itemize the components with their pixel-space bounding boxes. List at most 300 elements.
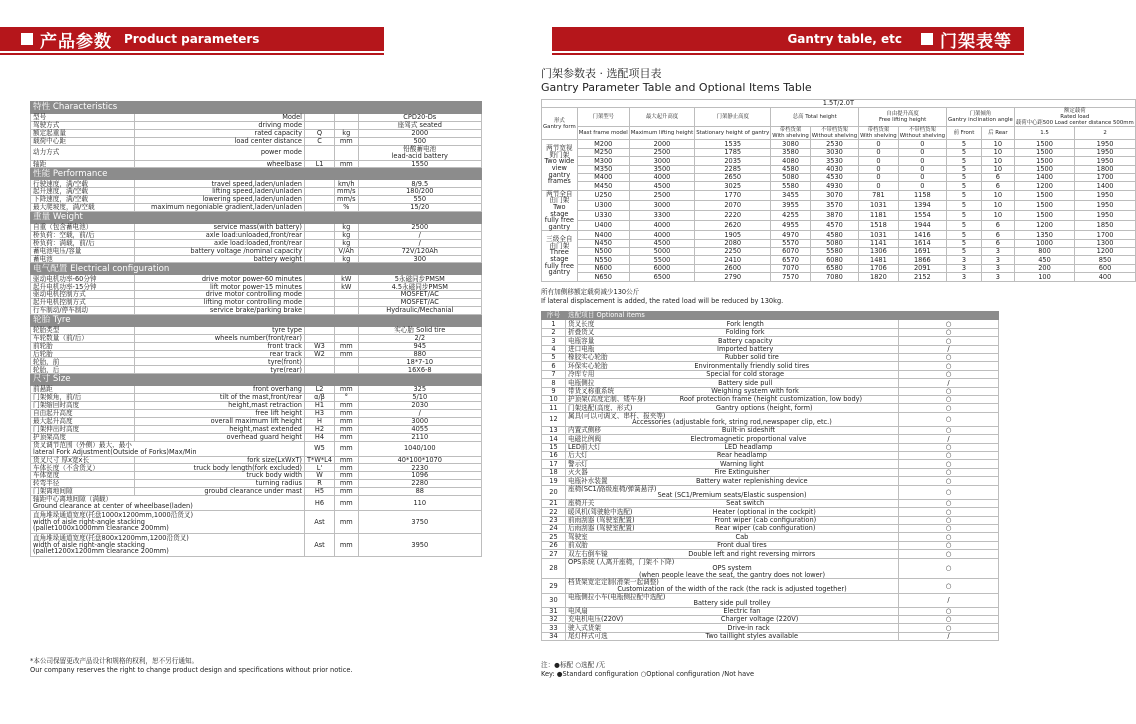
spec-value: 3750 — [358, 510, 481, 533]
option-no: 8 — [542, 379, 566, 387]
option-value: ○ — [899, 468, 999, 476]
spec-value: 1550 — [358, 160, 481, 168]
gantry-cell: M300 — [577, 157, 629, 165]
gantry-cell: 7070 — [771, 264, 811, 272]
spec-label-en: battery weight — [135, 255, 305, 263]
gantry-row — [542, 248, 1136, 256]
gantry-cell: 200 — [1014, 264, 1075, 272]
option-line — [568, 517, 896, 524]
gantry-cell: 2620 — [695, 221, 771, 231]
spec-label-en: lift motor power-15 minutes — [135, 283, 305, 291]
option-no: 1 — [542, 320, 566, 328]
spec-symbol — [305, 145, 335, 160]
gantry-form: 两节全自由门架 Two stage fully free gantry — [542, 190, 578, 231]
gantry-cell: 0 — [898, 140, 946, 148]
option-line — [568, 608, 896, 615]
gantry-cell: 1000 — [1014, 239, 1075, 247]
spec-label-en: lifting speed,laden/unladen — [135, 188, 305, 196]
option-row — [542, 550, 999, 558]
spec-label: 轴距中心离地间隙（满载） Ground clearance at center of wheelbase(laden) — [31, 495, 305, 510]
gantry-cell: 4570 — [810, 221, 858, 231]
gantry-cell: 2250 — [695, 248, 771, 256]
gantry-cell: 5 — [947, 231, 982, 239]
right-title-en: Gantry Parameter Table and Optional Items Table — [541, 81, 812, 94]
spec-symbol: R — [305, 480, 335, 488]
option-no: 28 — [542, 558, 566, 579]
options-note-zh: 注：●标配 ○选配 /无 — [541, 661, 606, 669]
gantry-cell: 3455 — [771, 190, 811, 200]
gantry-cell: 10 — [981, 190, 1014, 200]
spec-unit: mm — [335, 417, 359, 425]
gantry-cell: 5570 — [771, 239, 811, 247]
gantry-cell: 10 — [981, 200, 1014, 210]
option-line — [568, 329, 896, 336]
spec-symbol: W3 — [305, 342, 335, 350]
option-line — [568, 388, 896, 395]
spec-symbol: L' — [305, 464, 335, 472]
spec-label-en: turning radius — [135, 480, 305, 488]
option-no: 19 — [542, 477, 566, 485]
mast-model-header: 门架型号 — [577, 108, 629, 127]
option-zh: OPS系统 (人离开座椅，门架不下降) — [568, 557, 675, 566]
options-table — [541, 311, 999, 641]
gantry-cell: 4930 — [810, 182, 858, 190]
gantry-cell: 4970 — [771, 231, 811, 239]
option-zh: 货叉长度 — [568, 319, 595, 328]
option-en: Seat (SC1/Premium seats/Elastic suspension) — [657, 491, 807, 500]
option-desc — [566, 395, 899, 403]
spec-symbol — [305, 275, 335, 283]
spec-label-zh: 门架离地间隙 — [31, 488, 135, 496]
spec-label-en: overhead guard height — [135, 433, 305, 441]
gantry-row — [542, 239, 1136, 247]
option-row — [542, 443, 999, 451]
gantry-cell: M450 — [577, 182, 629, 190]
option-zh: 门架选配(高度、形式) — [568, 403, 633, 412]
gantry-cell: 6080 — [810, 256, 858, 264]
gantry-cell: 0 — [898, 182, 946, 190]
spec-symbol — [305, 291, 335, 299]
spec-symbol — [305, 196, 335, 204]
spec-symbol: H2 — [305, 425, 335, 433]
option-value: / — [899, 435, 999, 443]
spec-label-zh: 驾驶方式 — [31, 121, 135, 129]
gantry-cell: 1400 — [1014, 173, 1075, 181]
spec-label-zh: 最大爬坡度，满/空载 — [31, 204, 135, 212]
option-no: 32 — [542, 616, 566, 624]
section-header — [31, 263, 482, 275]
square-icon — [21, 33, 33, 45]
option-row — [542, 508, 999, 516]
option-no: 4 — [542, 345, 566, 353]
option-en: Battery side pull trolley — [693, 599, 771, 608]
gantry-cell: 1500 — [1014, 200, 1075, 210]
left-header-bar — [0, 27, 384, 51]
option-no: 26 — [542, 541, 566, 549]
option-desc — [566, 477, 899, 485]
gantry-cell: 4000 — [629, 221, 694, 231]
spec-unit — [335, 307, 359, 315]
option-line — [568, 625, 896, 632]
option-zh: 驶入式货架 — [568, 623, 601, 632]
option-desc — [566, 353, 899, 361]
option-en: LED headlamp — [724, 443, 773, 452]
spec-label-en: maximum negoniable gradient,laden/unladen — [135, 204, 305, 212]
gantry-cell: 1866 — [898, 256, 946, 264]
option-en: Battery water replenishing device — [695, 476, 808, 485]
option-no: 25 — [542, 533, 566, 541]
gantry-cell: 2790 — [695, 273, 771, 281]
option-zh: 护顶架(高度定制、矮车身) — [568, 395, 646, 404]
option-line — [568, 363, 896, 370]
gantry-cell: 0 — [898, 148, 946, 156]
spec-unit: kW — [335, 275, 359, 283]
option-zh: 属具(可以可调叉、串杆、报夹等) — [568, 411, 666, 420]
gantry-cell: 5 — [947, 239, 982, 247]
spec-label-zh: 门架缩回时高度 — [31, 402, 135, 410]
option-no: 24 — [542, 524, 566, 532]
gantry-cell: 3 — [947, 273, 982, 281]
gantry-cell: 4580 — [771, 165, 811, 173]
spec-row — [31, 247, 482, 255]
option-value: ○ — [899, 426, 999, 434]
gantry-cell: 1200 — [1014, 221, 1075, 231]
spec-unit: mm — [335, 510, 359, 533]
gantry-cell: 3 — [947, 264, 982, 272]
option-no: 10 — [542, 395, 566, 403]
option-row — [542, 353, 999, 361]
spec-unit: kg — [335, 231, 359, 239]
spec-symbol — [305, 204, 335, 212]
option-row — [542, 320, 999, 328]
option-row — [542, 624, 999, 632]
spec-symbol: H1 — [305, 402, 335, 410]
gantry-cell: 2285 — [695, 165, 771, 173]
option-row — [542, 328, 999, 336]
spec-row — [31, 495, 482, 510]
option-no: 29 — [542, 579, 566, 593]
section-title: 特性 Characteristics — [31, 102, 482, 114]
spec-value: 座驾式 seated — [358, 121, 481, 129]
gantry-cell: 1158 — [898, 190, 946, 200]
gantry-cell: 2530 — [810, 140, 858, 148]
option-zh: 前双胎 — [568, 541, 588, 550]
gantry-cell: 5 — [947, 165, 982, 173]
option-no: 6 — [542, 362, 566, 370]
option-line — [568, 354, 896, 361]
spec-symbol — [305, 188, 335, 196]
gantry-cell: 4030 — [810, 165, 858, 173]
gantry-cell: 1500 — [1014, 190, 1075, 200]
gantry-cell: 5 — [947, 248, 982, 256]
option-zh: 电瓶侧拉 — [568, 378, 595, 387]
gantry-cell: 10 — [981, 157, 1014, 165]
gantry-cell: 4580 — [810, 231, 858, 239]
spec-symbol: H5 — [305, 488, 335, 496]
option-desc — [566, 435, 899, 443]
gantry-cell: 1350 — [1014, 231, 1075, 239]
spec-label-en: rated capacity — [135, 129, 305, 137]
spec-value: 2/2 — [358, 334, 481, 342]
gantry-cell: 1306 — [859, 248, 899, 256]
option-zh: 后大灯 — [568, 451, 588, 460]
spec-label-zh: 转弯半径 — [31, 480, 135, 488]
option-value: / — [899, 593, 999, 607]
option-desc — [566, 443, 899, 451]
option-no: 22 — [542, 508, 566, 516]
gantry-row — [542, 140, 1136, 148]
option-row — [542, 452, 999, 460]
spec-label-zh: 额定起重量 — [31, 129, 135, 137]
option-value: ○ — [899, 387, 999, 395]
gantry-cell: 2000 — [629, 140, 694, 148]
gantry-row — [542, 182, 1136, 190]
gantry-cell: N500 — [577, 248, 629, 256]
option-row — [542, 558, 999, 579]
spec-value: MOSFET/AC — [358, 291, 481, 299]
spec-label-zh: 最大起升高度 — [31, 417, 135, 425]
gantry-subheader: Maximum lifting height — [629, 127, 694, 140]
gantry-cell: 5 — [947, 200, 982, 210]
option-value: / — [899, 345, 999, 353]
spec-row — [31, 433, 482, 441]
right-rule — [552, 53, 1024, 55]
right-header-en: Gantry table, etc — [787, 32, 902, 46]
spec-label-en: tyre type — [135, 326, 305, 334]
gantry-cell: 2500 — [629, 148, 694, 156]
gantry-cell: 6 — [981, 173, 1014, 181]
gantry-cell: 1770 — [695, 190, 771, 200]
option-no: 7 — [542, 370, 566, 378]
spec-symbol — [305, 231, 335, 239]
spec-table — [30, 101, 482, 557]
option-row — [542, 616, 999, 624]
options-header-row — [542, 312, 999, 320]
gantry-cell: 5 — [947, 211, 982, 221]
option-value: ○ — [899, 533, 999, 541]
option-value: ○ — [899, 524, 999, 532]
gantry-cell: 1905 — [695, 231, 771, 239]
form-header: 形式 Gantry form — [542, 108, 578, 140]
option-en: Warning light — [719, 459, 764, 468]
option-row — [542, 541, 999, 549]
gantry-header-row — [542, 108, 1136, 127]
option-row — [542, 404, 999, 412]
spec-value: 2110 — [358, 433, 481, 441]
spec-label-zh: 车体长度（不含货叉） — [31, 464, 135, 472]
gantry-cell: 1944 — [898, 221, 946, 231]
option-en: Built-in sideshift — [721, 426, 776, 435]
spec-label-en: truck body length(fork excluded) — [135, 464, 305, 472]
gantry-row — [542, 273, 1136, 281]
spec-unit: V/Ah — [335, 247, 359, 255]
option-zh: 电瓶补水装置 — [568, 476, 608, 485]
spec-row — [31, 510, 482, 533]
gantry-cell: 1141 — [859, 239, 899, 247]
option-line — [568, 444, 896, 451]
spec-label: 货叉调节范围（外侧）最大、最小 lateral Fork Adjustment(Outside of Forks)Max/Min — [31, 441, 305, 456]
gantry-subheader: 后 Rear — [981, 127, 1014, 140]
options-note — [541, 661, 754, 679]
option-desc — [566, 558, 899, 579]
option-no: 14 — [542, 435, 566, 443]
note-zh: *本公司保留更改产品设计和规格的权利，恕不另行通知。 — [30, 657, 199, 665]
option-en: Rubber solid tire — [724, 353, 779, 362]
gantry-cell: 4500 — [629, 182, 694, 190]
option-no: 27 — [542, 550, 566, 558]
option-zh: 灭火器 — [568, 468, 588, 477]
gantry-ton: 1.5T/2.0T — [542, 100, 1136, 108]
spec-row — [31, 307, 482, 315]
gantry-cell: 3955 — [771, 200, 811, 210]
option-no: 3 — [542, 337, 566, 345]
left-header-en: Product parameters — [124, 32, 260, 46]
gantry-cell: 1700 — [1075, 231, 1136, 239]
spec-label-en: drive motor power-60 minutes — [135, 275, 305, 283]
gantry-cell: 3 — [981, 273, 1014, 281]
option-desc — [566, 460, 899, 468]
spec-unit: mm — [335, 488, 359, 496]
option-desc — [566, 524, 899, 532]
gantry-cell: 3070 — [810, 190, 858, 200]
option-zh: 前雨刮器 (驾驶室配置) — [568, 515, 635, 524]
gantry-cell: 0 — [859, 182, 899, 190]
spec-value: 88 — [358, 488, 481, 496]
option-zh: 橡胶实心轮胎 — [568, 353, 608, 362]
spec-label-zh: 动力方式 — [31, 145, 135, 160]
option-desc — [566, 362, 899, 370]
spec-label-zh: 桥负荷：空载，前/后 — [31, 231, 135, 239]
gantry-cell: 0 — [898, 157, 946, 165]
spec-value: 4.5永磁同步PMSM — [358, 283, 481, 291]
spec-value: 500 — [358, 137, 481, 145]
gantry-cell: 6070 — [771, 248, 811, 256]
spec-unit: kg — [335, 239, 359, 247]
spec-unit: mm — [335, 472, 359, 480]
spec-unit: kg — [335, 255, 359, 263]
option-desc — [566, 624, 899, 632]
gantry-cell: 5500 — [629, 256, 694, 264]
gantry-cell: 2080 — [695, 239, 771, 247]
gantry-cell: 4500 — [629, 239, 694, 247]
spec-symbol — [305, 114, 335, 122]
gantry-cell: U300 — [577, 200, 629, 210]
option-zh: 驾驶室 — [568, 532, 588, 541]
spec-label-zh: 下降速度，满/空载 — [31, 196, 135, 204]
gantry-cell: U250 — [577, 190, 629, 200]
spec-label: 直角堆垛通道宽度(托盘800x1200mm,1200沿货叉) width of aisle right-angle stacking (pallet1200x1200mm clearance 200mm) — [31, 533, 305, 556]
option-value: ○ — [899, 541, 999, 549]
spec-value: Hydraulic/Mechanial — [358, 307, 481, 315]
option-en: Imported battery — [717, 344, 774, 353]
gantry-cell: 5580 — [771, 182, 811, 190]
option-no: 12 — [542, 412, 566, 426]
spec-label-zh: 起升电机控制方式 — [31, 299, 135, 307]
gantry-table — [541, 99, 1136, 282]
spec-row — [31, 204, 482, 212]
gantry-cell: 1950 — [1075, 157, 1136, 165]
option-value: / — [899, 379, 999, 387]
option-en: Front wiper (cab configuration) — [714, 515, 817, 524]
option-no: 21 — [542, 499, 566, 507]
spec-symbol — [305, 180, 335, 188]
gantry-cell: 3570 — [810, 200, 858, 210]
option-en: Folding fork — [725, 328, 765, 337]
spec-label-zh: 蓄电池电压/容量 — [31, 247, 135, 255]
gantry-cell: 1500 — [1014, 140, 1075, 148]
spec-label-en: service brake/parking brake — [135, 307, 305, 315]
spec-value: 3950 — [358, 533, 481, 556]
gantry-subheader: 2 — [1075, 127, 1136, 140]
gantry-cell: 5 — [947, 173, 982, 181]
right-title-zh: 门架参数表 · 选配项目表 — [541, 67, 662, 80]
spec-label-zh: 护顶架高度 — [31, 433, 135, 441]
option-value: ○ — [899, 412, 999, 426]
spec-value: CPD20-Ds — [358, 114, 481, 122]
option-line — [568, 509, 896, 516]
gantry-row — [542, 148, 1136, 156]
left-header-zh: 产品参数 — [40, 31, 112, 52]
spec-label-en: power mode — [135, 145, 305, 160]
spec-label-zh: 前轮胎 — [31, 342, 135, 350]
gantry-cell: 3 — [981, 248, 1014, 256]
spec-label-en: service mass(with battery) — [135, 224, 305, 232]
option-no: 2 — [542, 328, 566, 336]
spec-unit: kW — [335, 283, 359, 291]
spec-label-zh: 起升电机功率-15分钟 — [31, 283, 135, 291]
spec-value: 3000 — [358, 417, 481, 425]
option-value: ○ — [899, 404, 999, 412]
option-zh: LED前大灯 — [568, 443, 601, 452]
spec-label-zh: 行车制动/停车制动 — [31, 307, 135, 315]
section-title: 轮胎 Tyre — [31, 314, 482, 326]
free-lift-header: 自由提升高度 Free lifting height — [859, 108, 947, 127]
spec-value: 8/9.5 — [358, 180, 481, 188]
gantry-cell: 6 — [981, 239, 1014, 247]
option-zh: 电磁比例阀 — [568, 434, 601, 443]
option-en: Two taillight styles available — [705, 632, 799, 641]
option-desc — [566, 499, 899, 507]
spec-unit: ° — [335, 394, 359, 402]
gantry-cell: 3 — [981, 256, 1014, 264]
spec-label-en: free lift height — [135, 409, 305, 417]
spec-unit: mm — [335, 425, 359, 433]
option-desc — [566, 379, 899, 387]
gantry-cell: 6 — [981, 231, 1014, 239]
option-no: 17 — [542, 460, 566, 468]
spec-symbol: H6 — [305, 495, 335, 510]
option-desc — [566, 533, 899, 541]
option-zh: 档货架宽定定制(滑架一起调整) — [568, 578, 659, 587]
option-zh: 冷库专用 — [568, 370, 595, 379]
gantry-cell: 1535 — [695, 140, 771, 148]
spec-row — [31, 350, 482, 358]
spec-symbol: L1 — [305, 160, 335, 168]
option-no: 18 — [542, 468, 566, 476]
spec-unit: mm — [335, 495, 359, 510]
gantry-cell: 6 — [981, 221, 1014, 231]
spec-unit: mm — [335, 441, 359, 456]
gantry-cell: 0 — [859, 173, 899, 181]
gantry-cell: 4255 — [771, 211, 811, 221]
gantry-cell: 5080 — [810, 239, 858, 247]
option-desc — [566, 328, 899, 336]
gantry-subheader: 1.5 — [1014, 127, 1075, 140]
spec-label-zh: 自由起升高度 — [31, 409, 135, 417]
gantry-subheader: Stationary height of gantry — [695, 127, 771, 140]
gantry-cell: 2650 — [695, 173, 771, 181]
gantry-cell: 1518 — [859, 221, 899, 231]
